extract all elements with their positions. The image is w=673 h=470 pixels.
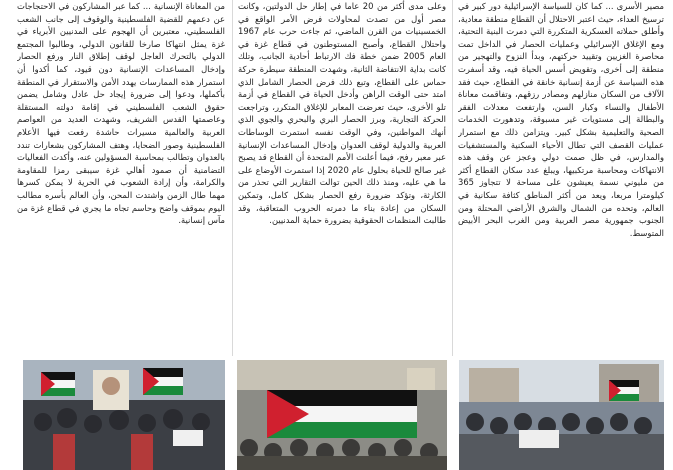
article-column-left: [17, 0, 225, 356]
article-column-middle: [238, 0, 446, 356]
column-divider: [232, 0, 233, 356]
article-text-middle: وعلى مدى أكثر من 20 عاما في إطار حل الدولتين، وكانت مصر أول من تصدت لمحاولات فرض الأمر الواقع في الخمسينيات من القرن الماضي، ثم جاءت حرب عام 1967 واحتلال القطاع، وأصبح المستوطنون في قطاع غزة في العام 2005 ضمن خطة فك الارتباط أحادية الجانب، وتلك كانت بداية الانتفاضة الثانية، وشهدت المنطقة سيطرة حركة حماس على القطاع، وتبع ذلك فرض الحصار الشامل الذي امتد حتى الوقت الراهن وأدخل الحياة في القطاع في أزمة تلو الأخرى، حيث تعرضت المعابر للإغلاق المتكرر، وتراجعت الحركة التجارية، وبرز الحصار البري والبحري والجوي الذي أنهك المواطنين، وفي الوقت نفسه استمرت الوساطات العربية والدولية لوقف العدوان وإدخال المساعدات الإنسانية عبر معبر رفح، فيما أعلنت الأمم المتحدة أن القطاع قد يصبح غير صالح للحياة بحلول عام 2020 إذا استمرت الأوضاع على ما هي عليه، ومنذ ذلك الحين توالت التقارير التي تحذر من الكارثة، وتؤكد ضرورة رفع الحصار بشكل كامل، وتمكين السكان من إعادة بناء ما دمرته الحروب المتعاقبة، وقد طالبت المنظمات الحقوقية بضرورة حماية المدنيين.: [238, 1, 446, 226]
protest-photo-right: [459, 360, 664, 470]
article-text-right: مصير الأسرى ... كما كان للسياسة الإسرائيلية دور كبير في ترسيخ العداء، حيث اعتبر الاحتلال أن القطاع منطقة معادية، وأطلق حملاته العسكرية المتكررة التي دمرت البنية التحتية، ومع الإغلاق الإسرائيلي وعمليات الحصار في الداخل تمت محاصرة الغزيين وتقييد حركتهم، وبدأ النزوح والتهجير من منطقة إلى أخرى، وتقويض أسس الحياة فيه، وقد أسفرت هذه السياسة عن أزمة إنسانية خانقة في القطاع، حيث فقد الآلاف من السكان منازلهم ومصادر رزقهم، وتفاقمت معاناة الأطفال والنساء وكبار السن، وارتفعت معدلات الفقر والبطالة إلى مستويات غير مسبوقة، وتدهورت الخدمات الصحية والتعليمية بشكل كبير. ويتزامن ذلك مع استمرار عمليات القصف التي تطال الأحياء السكنية والمستشفيات والمدارس، في ظل صمت دولي وعجز عن وقف هذه الانتهاكات ومحاسبة مرتكبيها، ويبلغ عدد سكان القطاع أكثر من مليوني نسمة يعيشون على مساحة لا تتجاوز 365 كيلومترا مربعا، ويعد من أكثر المناطق كثافة سكانية في العالم، وتحده من الشمال والشرق الأراضي المحتلة ومن الجنوب جمهورية مصر العربية ومن الغرب البحر الأبيض المتوسط.: [458, 1, 664, 238]
article-column-right: [458, 0, 664, 356]
protest-photo-left: [23, 360, 225, 470]
article-text-left: من المعاناة الإنسانية ... كما عبر المشاركون في الاحتجاجات عن دعمهم للقضية الفلسطينية والوقوف إلى جانب الشعب الفلسطيني، معتبرين أن الهجوم على المدنيين الأبرياء في غزة يمثل انتهاكا صارخا للقانون الدولي، وطالبوا المجتمع الدولي بالتحرك العاجل لوقف إطلاق النار ورفع الحصار وإدخال المساعدات الإنسانية دون قيود، كما أكدوا أن استمرار هذه الممارسات يهدد الأمن والاستقرار في المنطقة بأكملها، ودعوا إلى ضرورة إيجاد حل عادل وشامل يضمن حقوق الشعب الفلسطيني في إقامة دولته المستقلة وعاصمتها القدس الشريف، وشهدت العديد من العواصم العربية والعالمية مسيرات حاشدة رفعت فيها الأعلام الفلسطينية وصور الضحايا، وهتف المشاركون بشعارات تندد بالعدوان وتطالب بمحاسبة المسؤولين عنه، وأكدت الفعاليات التضامنية أن صمود أهالي غزة سيبقى رمزا للمقاومة والكرامة، وأن إرادة الشعوب في الحرية لا يمكن كسرها مهما طال الزمن واشتدت المحن، وأن العالم بأسره مطالب اليوم بموقف واضح وحاسم تجاه ما يجري في قطاع غزة من مآس إنسانية.: [17, 1, 225, 226]
column-divider: [452, 0, 453, 356]
protest-photo-middle: [237, 360, 447, 470]
